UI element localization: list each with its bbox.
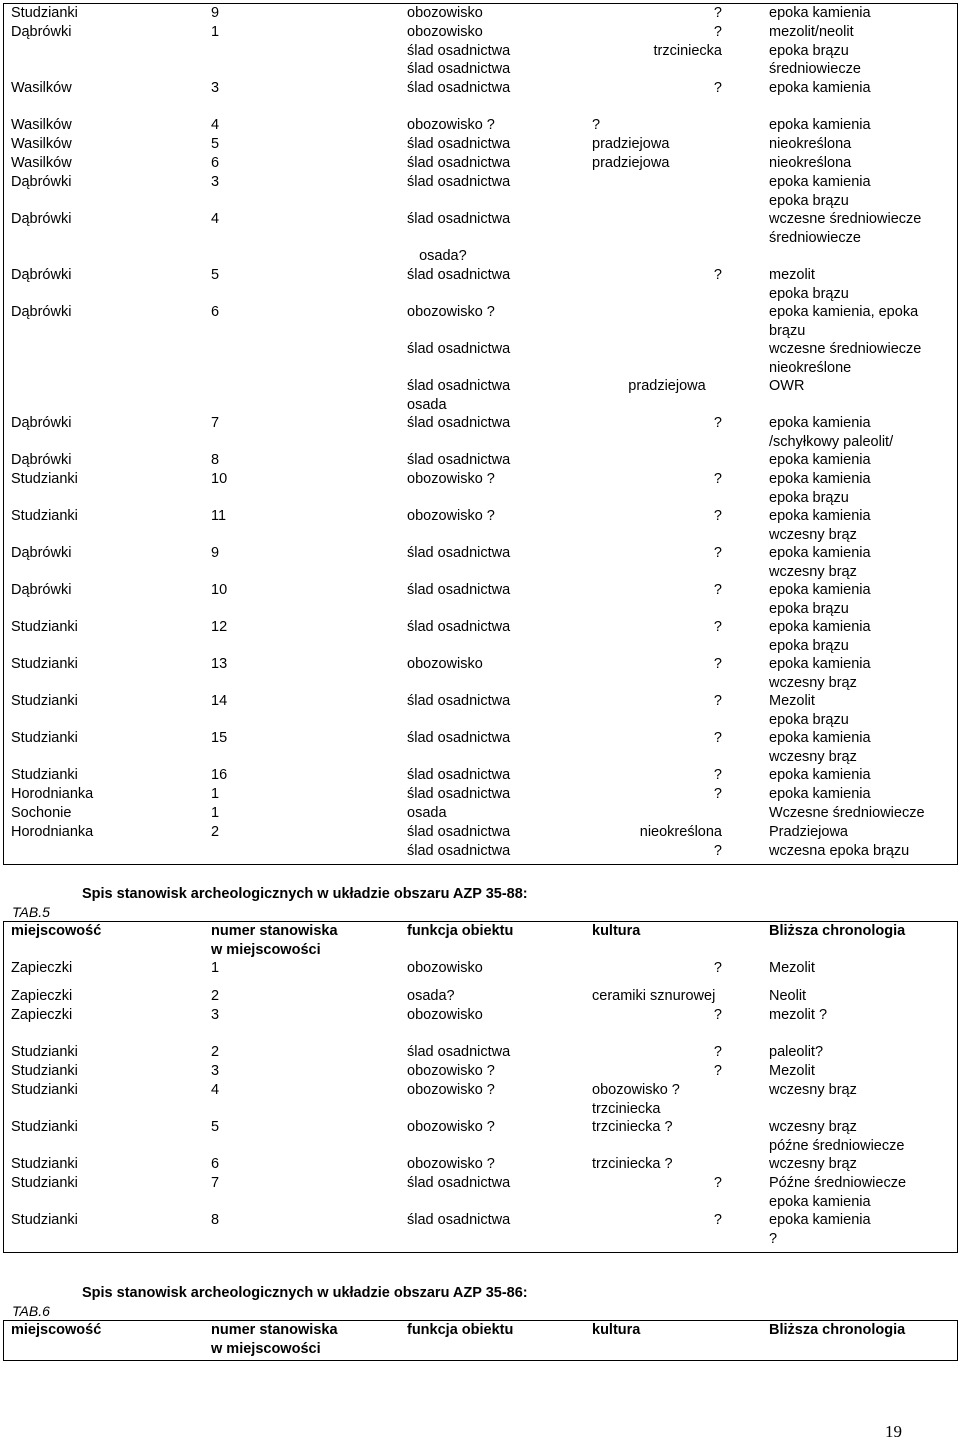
table-row — [4, 1155, 957, 1174]
site-number-cell: 4 — [211, 1082, 220, 1098]
table-row — [4, 823, 957, 860]
place-cell: Studzianki — [11, 619, 78, 635]
chronology-cell: epoka kamienia wczesny brąz — [769, 545, 871, 580]
function-cell: obozowisko — [407, 5, 483, 21]
table-row — [4, 414, 957, 451]
table-row — [4, 544, 957, 581]
header-site-number: numer stanowiska w miejscowości — [211, 1322, 338, 1357]
table-row — [4, 655, 957, 692]
place-cell: Wasilków — [11, 155, 72, 171]
site-table-continued — [3, 3, 958, 865]
header-function: funkcja obiektu — [407, 1322, 514, 1338]
site-number-cell: 5 — [211, 1119, 220, 1135]
site-number-cell: 6 — [211, 155, 220, 171]
place-cell: Dąbrówki — [11, 304, 72, 320]
site-number-cell: 4 — [211, 117, 220, 133]
tab6-label: TAB.6 — [12, 1303, 50, 1319]
place-cell: Wasilków — [11, 117, 72, 133]
culture-cell: ? — [713, 1212, 722, 1228]
place-cell: Studzianki — [11, 730, 78, 746]
culture-cell: ? — [713, 960, 722, 976]
tab5-caption: Spis stanowisk archeologicznych w układzie obszaru AZP 35-88: — [82, 886, 528, 902]
culture-cell: ? — [713, 545, 722, 561]
place-cell: Dąbrówki — [11, 211, 72, 227]
site-number-cell: 9 — [211, 5, 220, 21]
function-cell: ślad osadnictwa — [407, 80, 511, 96]
table-row — [4, 116, 957, 135]
table-row — [4, 507, 957, 544]
site-number-cell: 12 — [211, 619, 228, 635]
table-row — [4, 1043, 957, 1062]
chronology-cell: epoka kamienia — [769, 117, 871, 133]
table-row — [4, 766, 957, 785]
chronology-cell: wczesny brąz — [769, 1082, 857, 1098]
function-cell: ślad osadnictwa — [407, 730, 511, 746]
table-row — [4, 1174, 957, 1211]
function-cell: obozowisko — [407, 960, 483, 976]
chronology-cell: mezolit ? — [769, 1007, 828, 1023]
chronology-cell: epoka kamienia — [769, 786, 871, 802]
chronology-cell: epoka kamienia wczesny brąz — [769, 508, 871, 543]
function-cell: obozowisko — [407, 1007, 483, 1023]
site-number-cell: 14 — [211, 693, 228, 709]
chronology-cell: epoka kamienia epoka brązu — [769, 582, 871, 617]
site-number-cell: 7 — [211, 1175, 220, 1191]
function-cell: obozowisko ? — [407, 117, 495, 133]
function-cell: obozowisko ? — [407, 1063, 495, 1079]
chronology-cell: nieokreślona — [769, 155, 852, 171]
function-cell: ślad osadnictwa — [407, 1212, 511, 1228]
site-number-cell: 1 — [211, 24, 220, 40]
culture-cell: ? — [713, 619, 722, 635]
place-cell: Studzianki — [11, 693, 78, 709]
chronology-cell: wczesne średniowiecze średniowiecze — [769, 211, 922, 246]
place-cell: Dąbrówki — [11, 415, 72, 431]
table-row — [4, 729, 957, 766]
function-cell: obozowisko ? — [407, 1156, 495, 1172]
place-cell: Dąbrówki — [11, 24, 72, 40]
table-header-row — [4, 1321, 957, 1358]
tab5-label: TAB.5 — [12, 904, 50, 920]
table-row — [4, 1118, 957, 1155]
function-cell: ślad osadnictwa — [407, 582, 511, 598]
place-cell: Studzianki — [11, 1175, 78, 1191]
culture-cell: ? — [713, 656, 722, 672]
place-cell: Studzianki — [11, 1119, 78, 1135]
function-cell: osada? — [407, 988, 455, 1004]
place-cell: Studzianki — [11, 656, 78, 672]
chronology-cell: Pradziejowa wczesna epoka brązu — [769, 824, 910, 859]
site-number-cell: 7 — [211, 415, 220, 431]
site-number-cell: 11 — [211, 508, 227, 524]
culture-cell: ? — [713, 80, 722, 96]
function-cell: ślad osadnictwa ślad osadnictwa — [407, 824, 511, 859]
header-place: miejscowość — [11, 923, 102, 939]
culture-cell: ? — [713, 693, 722, 709]
chronology-cell: epoka kamienia /schyłkowy paleolit/ — [769, 415, 894, 450]
place-cell: Studzianki — [11, 471, 78, 487]
table-row — [4, 618, 957, 655]
place-cell: Horodnianka — [11, 824, 94, 840]
site-number-cell: 9 — [211, 545, 220, 561]
table-row — [4, 1211, 957, 1248]
place-cell: Wasilków — [11, 136, 72, 152]
place-cell: Studzianki — [11, 1156, 78, 1172]
table-row — [4, 451, 957, 470]
function-cell: ślad osadnictwa — [407, 1175, 511, 1191]
chronology-cell: paleolit? — [769, 1044, 824, 1060]
chronology-cell: wczesny brąz — [769, 1156, 857, 1172]
culture-cell: ? — [713, 730, 722, 746]
function-cell: ślad osadnictwa — [407, 174, 511, 190]
chronology-cell: epoka kamienia — [769, 767, 871, 783]
chronology-cell: mezolit/neolit epoka brązu średniowiecze — [769, 24, 861, 77]
function-cell: obozowisko ślad osadnictwa ślad osadnictwa — [407, 24, 511, 77]
place-cell: Dąbrówki — [11, 452, 72, 468]
table-row — [4, 1081, 957, 1118]
chronology-cell: Mezolit — [769, 960, 815, 976]
function-cell: obozowisko ? — [407, 1082, 495, 1098]
function-cell: obozowisko ? ślad osadnictwa ślad osadnictwa osada — [407, 304, 511, 413]
tab6-caption: Spis stanowisk archeologicznych w układzie obszaru AZP 35-86: — [82, 1285, 528, 1301]
function-cell: ślad osadnictwa — [407, 693, 511, 709]
site-number-cell: 4 — [211, 211, 220, 227]
table-row — [4, 1062, 957, 1081]
place-cell: Zapieczki — [11, 1007, 73, 1023]
culture-cell: ? — [713, 582, 722, 598]
chronology-cell: Wczesne średniowiecze — [769, 805, 925, 821]
table-row — [4, 154, 957, 173]
chronology-cell: epoka kamienia, epoka brązu wczesne średniowiecze nieokreślone OWR — [769, 304, 922, 394]
culture-cell: trzciniecka ? — [592, 1119, 673, 1135]
site-number-cell: 3 — [211, 174, 220, 190]
culture-cell: ? — [713, 1007, 722, 1023]
table-row — [4, 581, 957, 618]
function-cell: ślad osadnictwa — [407, 786, 511, 802]
place-cell: Dąbrówki — [11, 545, 72, 561]
table-row — [4, 173, 957, 210]
chronology-cell: Mezolit epoka brązu — [769, 693, 849, 728]
culture-cell: nieokreślona ? — [639, 824, 722, 859]
function-cell: ślad osadnictwa osada? — [407, 211, 511, 264]
chronology-cell: epoka kamienia epoka brązu — [769, 619, 871, 654]
site-number-cell: 5 — [211, 136, 220, 152]
site-number-cell: 15 — [211, 730, 228, 746]
culture-cell: ? — [713, 5, 722, 21]
place-cell: Wasilków — [11, 80, 72, 96]
place-cell: Studzianki — [11, 1063, 78, 1079]
table-row — [4, 135, 957, 154]
header-chronology: Bliższa chronologia — [769, 923, 906, 939]
function-cell: ślad osadnictwa — [407, 452, 511, 468]
function-cell: ślad osadnictwa — [407, 415, 511, 431]
header-site-number: numer stanowiska w miejscowości — [211, 923, 338, 958]
site-number-cell: 2 — [211, 824, 220, 840]
table-header-row — [4, 922, 957, 959]
place-cell: Studzianki — [11, 767, 78, 783]
header-culture: kultura — [592, 923, 641, 939]
chronology-cell: mezolit epoka brązu — [769, 267, 849, 302]
header-place: miejscowość — [11, 1322, 102, 1338]
chronology-cell: epoka kamienia epoka brązu — [769, 174, 871, 209]
site-number-cell: 5 — [211, 267, 220, 283]
culture-cell: ? — [713, 1063, 722, 1079]
function-cell: ślad osadnictwa — [407, 155, 511, 171]
chronology-cell: epoka kamienia epoka brązu — [769, 471, 871, 506]
function-cell: ślad osadnictwa — [407, 1044, 511, 1060]
culture-cell: ? — [713, 786, 722, 802]
site-number-cell: 3 — [211, 1063, 220, 1079]
function-cell: ślad osadnictwa — [407, 267, 511, 283]
site-number-cell: 2 — [211, 1044, 220, 1060]
culture-cell: obozowisko ? trzciniecka — [592, 1082, 680, 1117]
site-number-cell: 6 — [211, 304, 220, 320]
header-culture: kultura — [592, 1322, 641, 1338]
site-number-cell: 3 — [211, 80, 220, 96]
site-number-cell: 8 — [211, 452, 220, 468]
site-table-azp-35-88 — [3, 921, 958, 1253]
culture-cell: ? — [713, 1175, 722, 1191]
culture-cell: pradziejowa — [628, 378, 706, 394]
table-row — [4, 785, 957, 804]
site-number-cell: 3 — [211, 1007, 220, 1023]
place-cell: Sochonie — [11, 805, 72, 821]
chronology-cell: Mezolit — [769, 1063, 815, 1079]
culture-cell: ? — [713, 415, 722, 431]
site-number-cell: 13 — [211, 656, 228, 672]
chronology-cell: epoka kamienia — [769, 452, 871, 468]
table-row — [4, 470, 957, 507]
culture-cell: pradziejowa — [592, 136, 670, 152]
place-cell: Zapieczki — [11, 960, 73, 976]
function-cell: ślad osadnictwa — [407, 619, 511, 635]
site-number-cell: 16 — [211, 767, 228, 783]
table-row — [4, 210, 957, 266]
function-cell: obozowisko ? — [407, 1119, 495, 1135]
culture-cell: ? trzciniecka — [653, 24, 722, 59]
culture-cell: ? — [713, 267, 722, 283]
function-cell: obozowisko ? — [407, 508, 495, 524]
table-row — [4, 1006, 957, 1043]
place-cell: Studzianki — [11, 1044, 78, 1060]
table-row — [4, 804, 957, 823]
table-row — [4, 692, 957, 729]
chronology-cell: epoka kamienia — [769, 80, 871, 96]
function-cell: obozowisko ? — [407, 471, 495, 487]
table-row — [4, 987, 957, 1006]
table-row — [4, 303, 957, 414]
place-cell: Studzianki — [11, 1082, 78, 1098]
function-cell: osada — [407, 805, 447, 821]
chronology-cell: Neolit — [769, 988, 807, 1004]
header-chronology: Bliższa chronologia — [769, 1322, 906, 1338]
table-row — [4, 959, 957, 987]
page-number: 19 — [885, 1422, 902, 1441]
place-cell: Horodnianka — [11, 786, 94, 802]
chronology-cell: epoka kamienia wczesny brąz — [769, 730, 871, 765]
site-number-cell: 10 — [211, 471, 228, 487]
table-row — [4, 23, 957, 79]
culture-cell: ? — [592, 117, 601, 133]
culture-cell: trzciniecka ? — [592, 1156, 673, 1172]
place-cell: Dąbrówki — [11, 582, 72, 598]
place-cell: Dąbrówki — [11, 267, 72, 283]
chronology-cell: nieokreślona — [769, 136, 852, 152]
function-cell: ślad osadnictwa — [407, 767, 511, 783]
function-cell: ślad osadnictwa — [407, 545, 511, 561]
place-cell: Studzianki — [11, 5, 78, 21]
site-number-cell: 8 — [211, 1212, 220, 1228]
header-function: funkcja obiektu — [407, 923, 514, 939]
site-number-cell: 1 — [211, 786, 220, 802]
chronology-cell: epoka kamienia — [769, 5, 871, 21]
chronology-cell: wczesny brąz późne średniowiecze — [769, 1119, 905, 1154]
culture-cell: ? — [713, 508, 722, 524]
culture-cell: pradziejowa — [592, 155, 670, 171]
site-number-cell: 1 — [211, 805, 220, 821]
place-cell: Zapieczki — [11, 988, 73, 1004]
culture-cell: ? — [713, 767, 722, 783]
table-row — [4, 79, 957, 116]
site-number-cell: 10 — [211, 582, 228, 598]
place-cell: Studzianki — [11, 508, 78, 524]
culture-cell: ? — [713, 471, 722, 487]
function-cell: obozowisko — [407, 656, 483, 672]
site-number-cell: 1 — [211, 960, 220, 976]
function-cell: ślad osadnictwa — [407, 136, 511, 152]
chronology-cell: Późne średniowiecze epoka kamienia — [769, 1175, 907, 1210]
culture-cell: ceramiki sznurowej — [592, 988, 716, 1004]
culture-cell: ? — [713, 1044, 722, 1060]
table-row — [4, 266, 957, 303]
site-number-cell: 6 — [211, 1156, 220, 1172]
chronology-cell: epoka kamienia ? — [769, 1212, 871, 1247]
place-cell: Studzianki — [11, 1212, 78, 1228]
table-row — [4, 4, 957, 23]
chronology-cell: epoka kamienia wczesny brąz — [769, 656, 871, 691]
place-cell: Dąbrówki — [11, 174, 72, 190]
site-number-cell: 2 — [211, 988, 220, 1004]
site-table-azp-35-86 — [3, 1320, 958, 1361]
